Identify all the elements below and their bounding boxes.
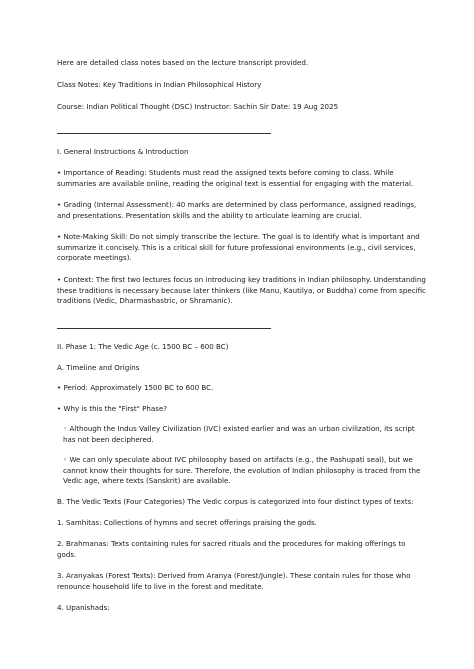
bullet-item: • Note-Making Skill: Do not simply transcribe the lecture. The goal is to identify what is important and summarize it concisely. This is a critical skill for future professional environments (e.g., civil services, corporate meetings). <box>57 232 420 263</box>
numbered-item: 4. Upanishads: <box>57 603 110 612</box>
section-divider <box>57 133 271 134</box>
course-line: Course: Indian Political Thought (DSC) Instructor: Sachin Sir Date: 19 Aug 2025 <box>57 102 339 111</box>
sub-bullet-item: ◦ We can only speculate about IVC philosophy based on artifacts (e.g., the Pashupati seal), but we cannot know their thoughts for sure. Therefore, the evolution of Indian philosophy is traced from the Vedic age, where texts (Sanskrit) are available. <box>63 455 421 486</box>
numbered-item: 2. Brahmanas: Texts containing rules for sacred rituals and the procedures for making offerings to gods. <box>57 539 406 559</box>
section-heading: I. General Instructions & Introduction <box>57 147 189 156</box>
numbered-item: 3. Aranyakas (Forest Texts): Derived from Aranya (Forest/Jungle). These contain rules for those who renounce household life to live in the forest and meditate. <box>57 571 411 591</box>
subsection-heading: A. Timeline and Origins <box>57 363 140 372</box>
numbered-item: 1. Samhitas: Collections of hymns and secret offerings praising the gods. <box>57 518 317 527</box>
intro-line: Here are detailed class notes based on the lecture transcript provided. <box>57 58 309 67</box>
bullet-item: • Context: The first two lectures focus on introducing key traditions in Indian philosophy. Understanding these traditions is necessary because later thinkers (like Manu, Kautilya, or Buddha) come from specific traditions (Vedic, Dharmashastric, or Shramanic). <box>57 275 426 306</box>
section-divider <box>57 328 271 329</box>
bullet-item: • Why is this the "First" Phase? <box>57 404 168 413</box>
sub-bullet-item: ◦ Although the Indus Valley Civilization (IVC) existed earlier and was an urban civilization, its script has not been deciphered. <box>63 424 415 444</box>
section-heading: II. Phase 1: The Vedic Age (c. 1500 BC – 600 BC) <box>57 342 229 351</box>
bullet-item: • Grading (Internal Assessment): 40 marks are determined by class performance, assigned readings, and presentations. Presentation skills and the ability to articulate learning are crucial. <box>57 200 417 220</box>
subsection-heading: B. The Vedic Texts (Four Categories) The Vedic corpus is categorized into four distinct types of texts: <box>57 497 414 506</box>
bullet-item: • Importance of Reading: Students must read the assigned texts before coming to class. While summaries are available online, reading the original text is essential for engaging with the material. <box>57 168 414 188</box>
document-title: Class Notes: Key Traditions in Indian Philosophical History <box>57 80 262 89</box>
bullet-item: • Period: Approximately 1500 BC to 600 BC. <box>57 383 214 392</box>
